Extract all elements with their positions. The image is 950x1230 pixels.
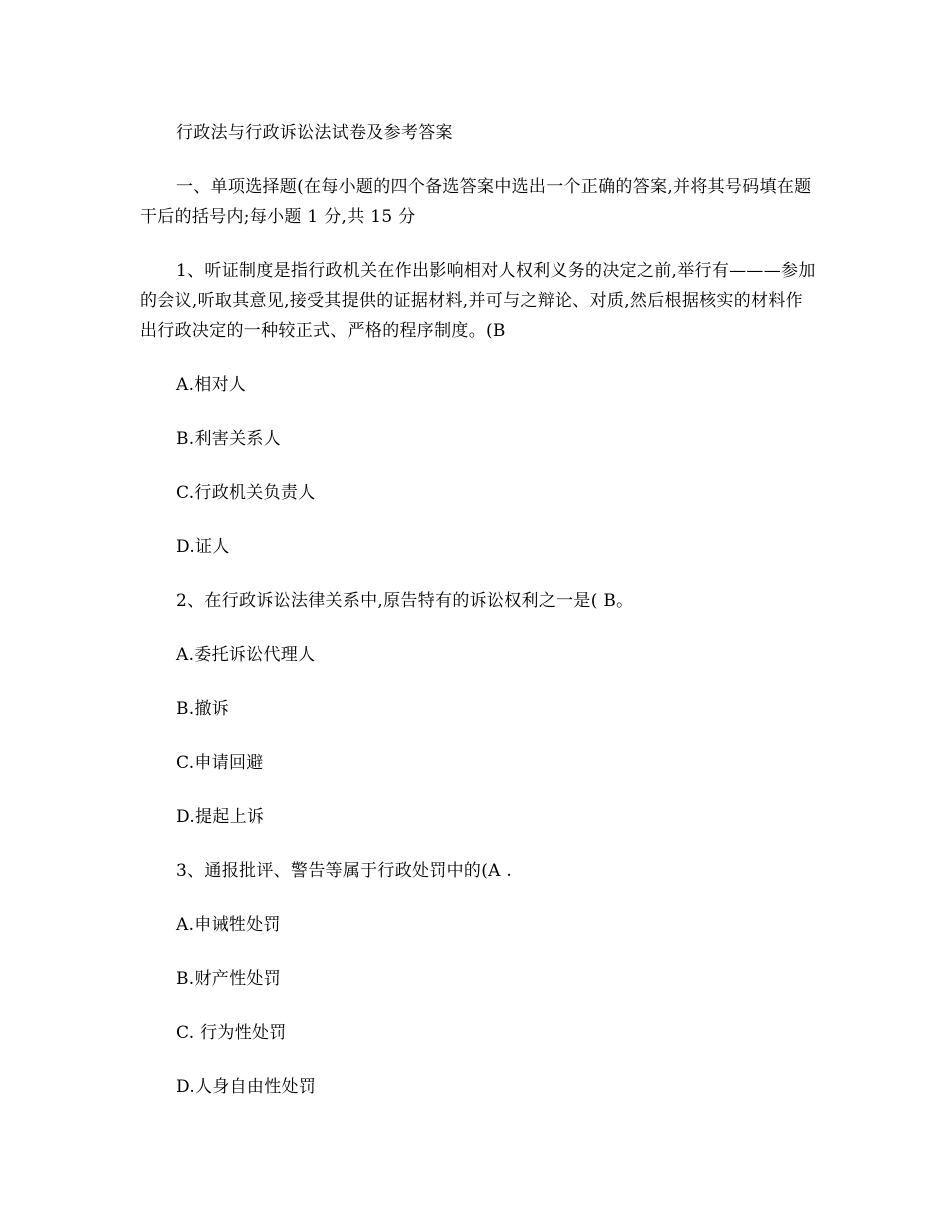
question-2-option-c: C.申请回避	[176, 753, 264, 773]
question-2-option-b: B.撤诉	[176, 699, 230, 719]
question-1-option-a: A.相对人	[176, 375, 247, 395]
question-2-option-a: A.委托诉讼代理人	[176, 645, 316, 665]
question-1-option-c: C.行政机关负责人	[176, 483, 316, 503]
question-1-option-b: B.利害关系人	[176, 429, 281, 449]
document-body	[140, 118, 816, 1126]
question-2-option-d: D.提起上诉	[176, 807, 265, 827]
question-2-stem: 2、在行政诉讼法律关系中,原告特有的诉讼权利之一是( B。	[176, 591, 634, 611]
question-1-stem: 1、听证制度是指行政机关在作出影响相对人权利义务的决定之前,举行有———参加的会议,听取其意见,接受其提供的证据材料,并可与之辩论、对质,然后根据核实的材料作出行政决定的一种较正式、严格的程序制度。(B	[140, 261, 816, 341]
question-3-option-d: D.人身自由性处罚	[176, 1077, 317, 1097]
section-heading: 一、单项选择题(在每小题的四个备选答案中选出一个正确的答案,并将其号码填在题干后的括号内;每小题 1 分,共 15 分	[140, 177, 812, 227]
question-3-option-a: A.申诫牲处罚	[176, 915, 281, 935]
document-title: 行政法与行政诉讼法试卷及参考答案	[176, 123, 453, 143]
question-3-option-c: C. 行为性处罚	[176, 1023, 287, 1043]
question-3-option-b: B.财产性处罚	[176, 969, 281, 989]
question-1-option-d: D.证人	[176, 537, 230, 557]
question-3-stem: 3、通报批评、警告等属于行政处罚中的(A .	[176, 861, 513, 881]
